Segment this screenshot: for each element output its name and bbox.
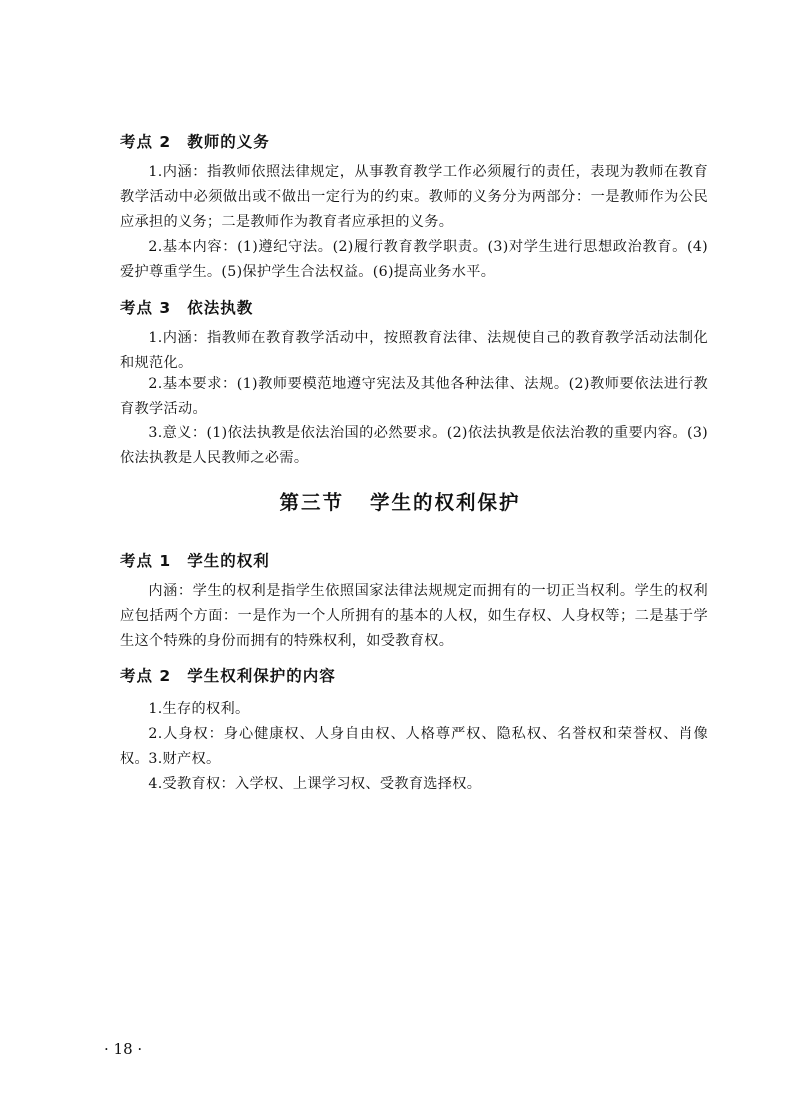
list-item: 4.受教育权：入学权、上课学习权、受教育选择权。 bbox=[148, 776, 482, 792]
point-label: 考点 3 bbox=[120, 299, 172, 317]
point-heading-teacher-duties bbox=[120, 130, 270, 152]
paragraph: 内涵：学生的权利是指学生依照国家法律法规规定而拥有的一切正当权利。学生的权利应包括两个方面：一是作为一个人所拥有的基本的人权，如生存权、人身权等；二是基于学生这个特殊的身份而拥有的特殊权利，如受教育权。 bbox=[120, 583, 708, 649]
point-title: 学生权利保护的内容 bbox=[187, 667, 336, 685]
page-number: · 18 · bbox=[104, 1040, 143, 1058]
list-item: 1.生存的权利。 bbox=[148, 701, 250, 717]
point-label: 考点 2 bbox=[120, 133, 172, 151]
point-heading-rights-protection bbox=[120, 664, 336, 686]
point-label: 考点 1 bbox=[120, 552, 172, 570]
section-heading bbox=[0, 487, 800, 515]
paragraph: 2.基本要求：(1)教师要模范地遵守宪法及其他各种法律、法规。(2)教师要依法进行教育教学活动。 bbox=[120, 376, 708, 417]
paragraph: 2.基本内容：(1)遵纪守法。(2)履行教育教学职责。(3)对学生进行思想政治教育。(4)爱护尊重学生。(5)保护学生合法权益。(6)提高业务水平。 bbox=[120, 239, 708, 280]
list-item: 2.人身权：身心健康权、人身自由权、人格尊严权、隐私权、名誉权和荣誉权、肖像权。 bbox=[120, 726, 708, 767]
point-heading-lawful-teaching bbox=[120, 296, 253, 318]
point-title: 依法执教 bbox=[187, 299, 254, 317]
point-heading-student-rights bbox=[120, 549, 270, 571]
section-title: 学生的权利保护 bbox=[370, 491, 521, 514]
section-number: 第三节 bbox=[279, 491, 344, 514]
paragraph: 1.内涵：指教师依照法律规定，从事教育教学工作必须履行的责任，表现为教师在教育教学活动中必须做出或不做出一定行为的约束。教师的义务分为两部分：一是教师作为公民应承担的义务；二是教师作为教育者应承担的义务。 bbox=[120, 164, 708, 230]
point-title: 教师的义务 bbox=[187, 133, 270, 151]
paragraph: 3.意义：(1)依法执教是依法治国的必然要求。(2)依法执教是依法治教的重要内容。(3)依法执教是人民教师之必需。 bbox=[120, 425, 708, 466]
point-label: 考点 2 bbox=[120, 667, 172, 685]
list-item: 3.财产权。 bbox=[148, 751, 221, 767]
paragraph: 1.内涵：指教师在教育教学活动中，按照教育法律、法规使自己的教育教学活动法制化和规范化。 bbox=[120, 330, 708, 371]
point-title: 学生的权利 bbox=[187, 552, 270, 570]
